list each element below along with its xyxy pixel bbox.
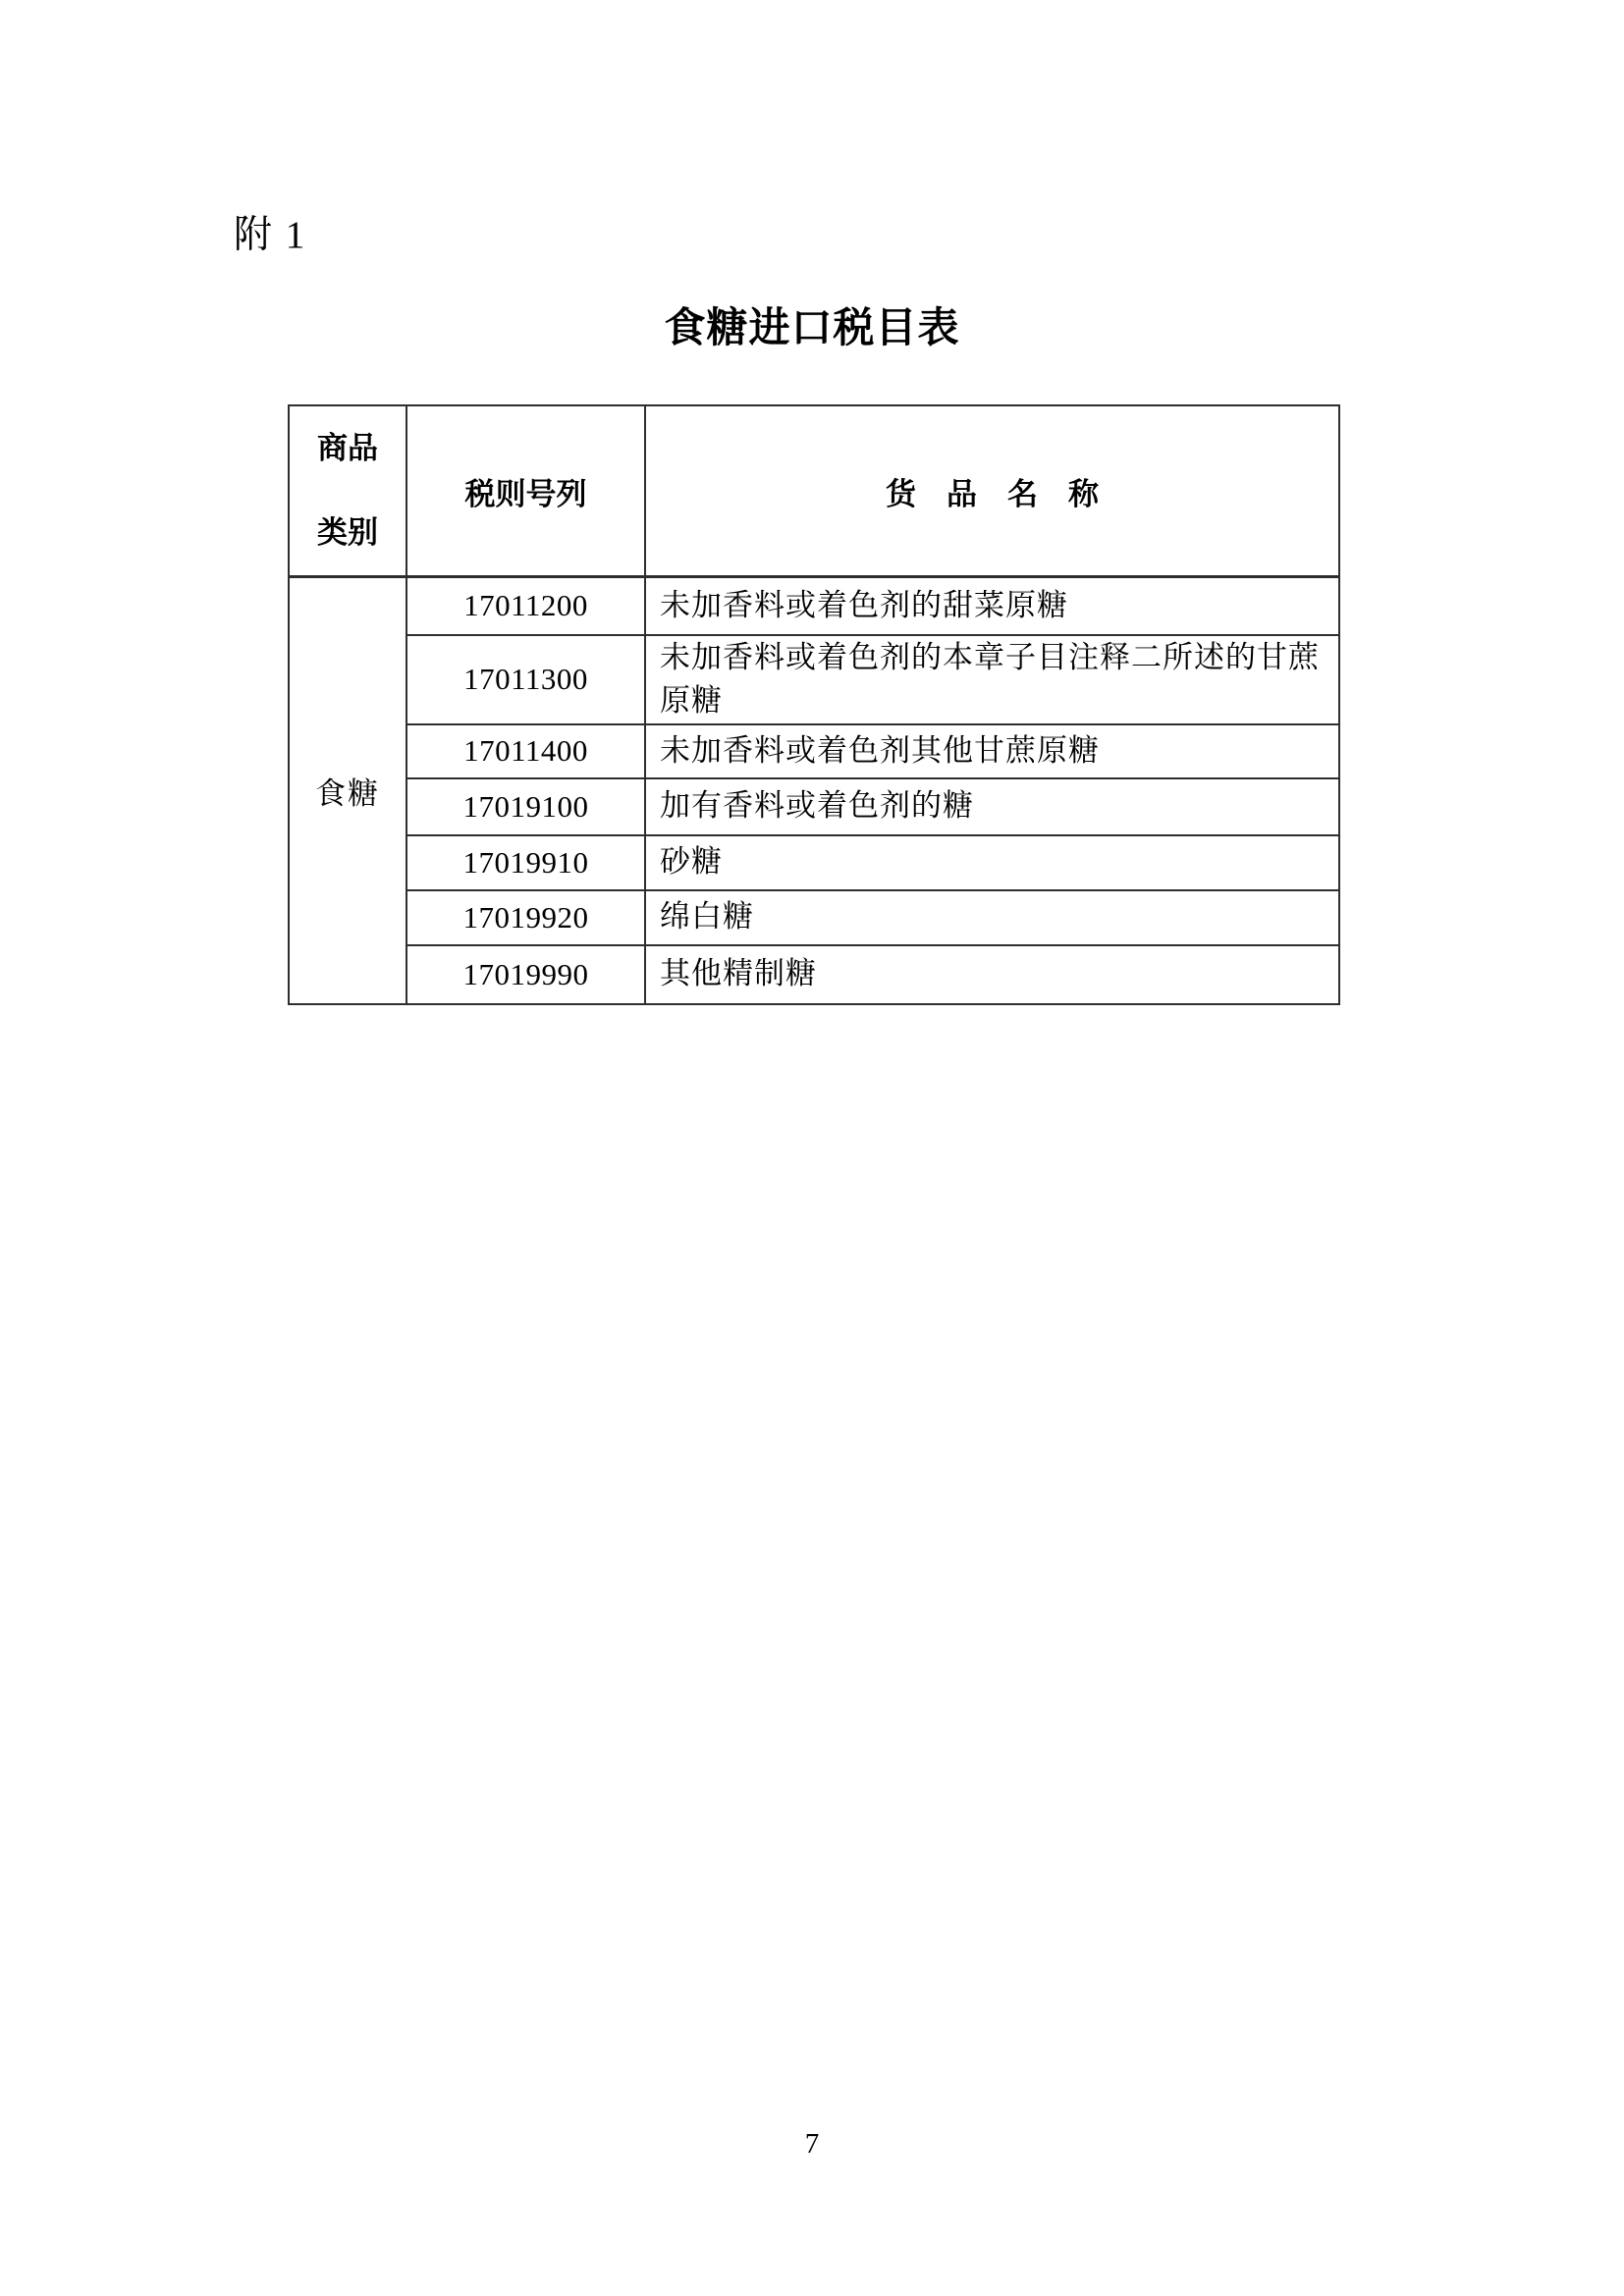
category-cell: 食糖 [289,577,406,1004]
attachment-label: 附 1 [234,214,307,256]
page-number: 7 [804,2128,820,2160]
table-row [289,835,1339,890]
tariff-code-cell: 17019910 [406,835,645,890]
tariff-code-cell: 17011400 [406,724,645,778]
tariff-code-cell: 17019990 [406,945,645,1004]
table-row [289,890,1339,945]
goods-name-cell: 绵白糖 [645,890,1339,945]
page-title: 食糖进口税目表 [664,306,960,351]
table-row [289,635,1339,724]
col-header-goods-name: 货 品 名 称 [645,405,1339,577]
tariff-code-cell: 17011300 [406,635,645,724]
goods-name-cell: 其他精制糖 [645,945,1339,1004]
table-row [289,778,1339,835]
goods-name-cell: 砂糖 [645,835,1339,890]
tariff-table [288,404,1340,1005]
goods-name-cell: 未加香料或着色剂的甜菜原糖 [645,577,1339,635]
table-row [289,945,1339,1004]
table-row [289,577,1339,635]
table-row [289,724,1339,778]
tariff-code-cell: 17019100 [406,778,645,835]
col-header-category-line2: 类别 [317,515,378,550]
goods-name-cell: 未加香料或着色剂的本章子目注释二所述的甘蔗原糖 [645,635,1339,724]
goods-name-cell: 未加香料或着色剂其他甘蔗原糖 [645,724,1339,778]
col-header-category [289,405,406,577]
col-header-category-line1: 商品 [317,431,378,465]
col-header-tariff-no: 税则号列 [406,405,645,577]
tariff-code-cell: 17011200 [406,577,645,635]
goods-name-cell: 加有香料或着色剂的糖 [645,778,1339,835]
tariff-code-cell: 17019920 [406,890,645,945]
table-header-row [289,405,1339,577]
